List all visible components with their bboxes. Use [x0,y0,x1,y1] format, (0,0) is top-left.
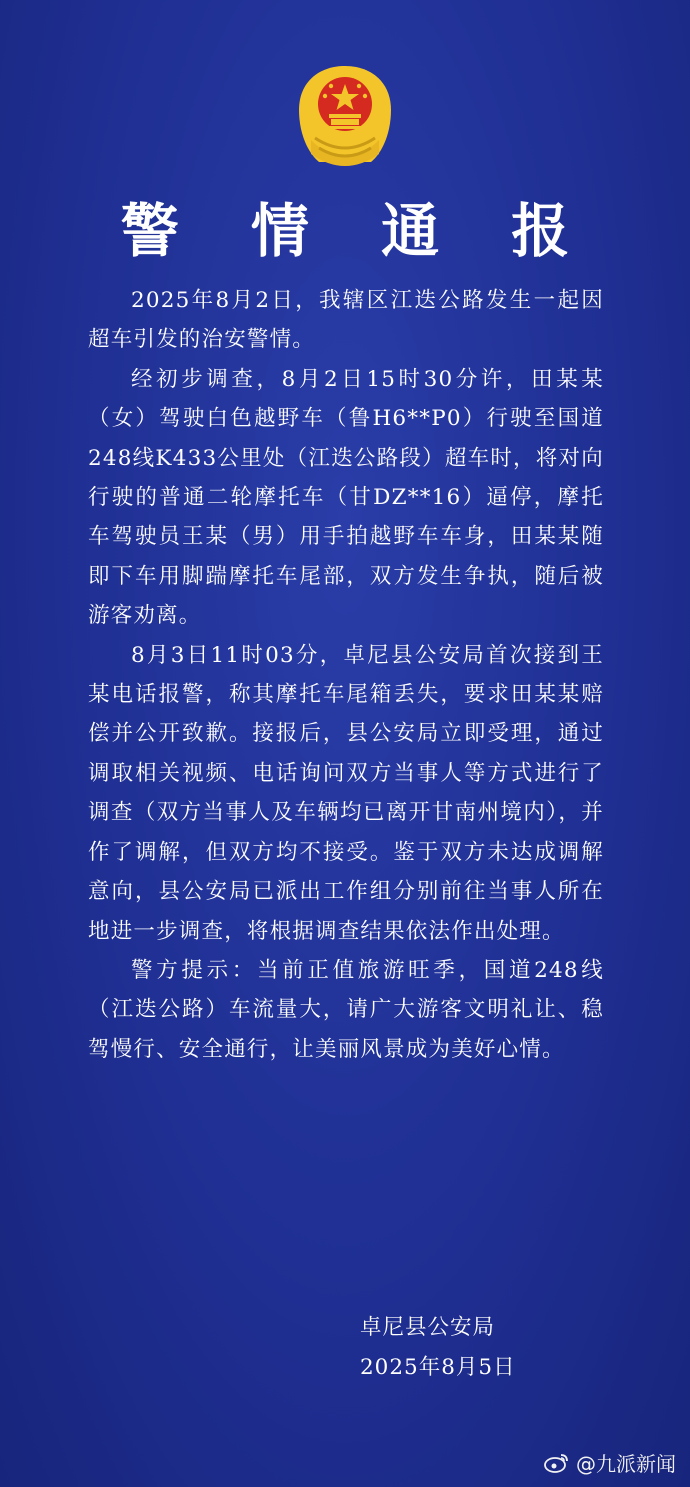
signature-block [360,1308,516,1388]
paragraph-investigation: 经初步调查，8月2日15时30分许，田某某（女）驾驶白色越野车（鲁H6**P0）行驶至国道248线K433公里处（江迭公路段）超车时，将对向行驶的普通二轮摩托车（甘DZ**16）逼停，摩托车驾驶员王某（男）用手拍越野车车身，田某某随即下车用脚踹摩托车尾部，双方发生争执，随后被游客劝离。 [88,366,604,629]
watermark [544,1448,676,1477]
signature-date: 2025年8月5日 [360,1355,516,1380]
page-title: 警 情 通 报 [120,197,596,265]
document-body [88,281,604,1069]
weibo-icon [544,1452,570,1474]
signature-org: 卓尼县公安局 [360,1315,496,1340]
paragraph-intro: 2025年8月2日，我辖区江迭公路发生一起因超车引发的治安警情。 [88,288,604,353]
paragraph-report: 8月3日11时03分，卓尼县公安局首次接到王某电话报警，称其摩托车尾箱丢失，要求田某某赔偿并公开致歉。接报后，县公安局立即受理，通过调取相关视频、电话询问双方当事人等方式进行了调查（双方当事人及车辆均已离开甘南州境内），并作了调解，但双方均不接受。鉴于双方未达成调解意向，县公安局已派出工作组分别前往当事人所在地进一步调查，将根据调查结果依法作出处理。 [88,642,604,944]
police-emblem-icon [291,62,399,170]
watermark-text: @九派新闻 [576,1452,676,1476]
paragraph-reminder: 警方提示：当前正值旅游旺季，国道248线（江迭公路）车流量大，请广大游客文明礼让、稳驾慢行、安全通行，让美丽风景成为美好心情。 [88,957,604,1062]
